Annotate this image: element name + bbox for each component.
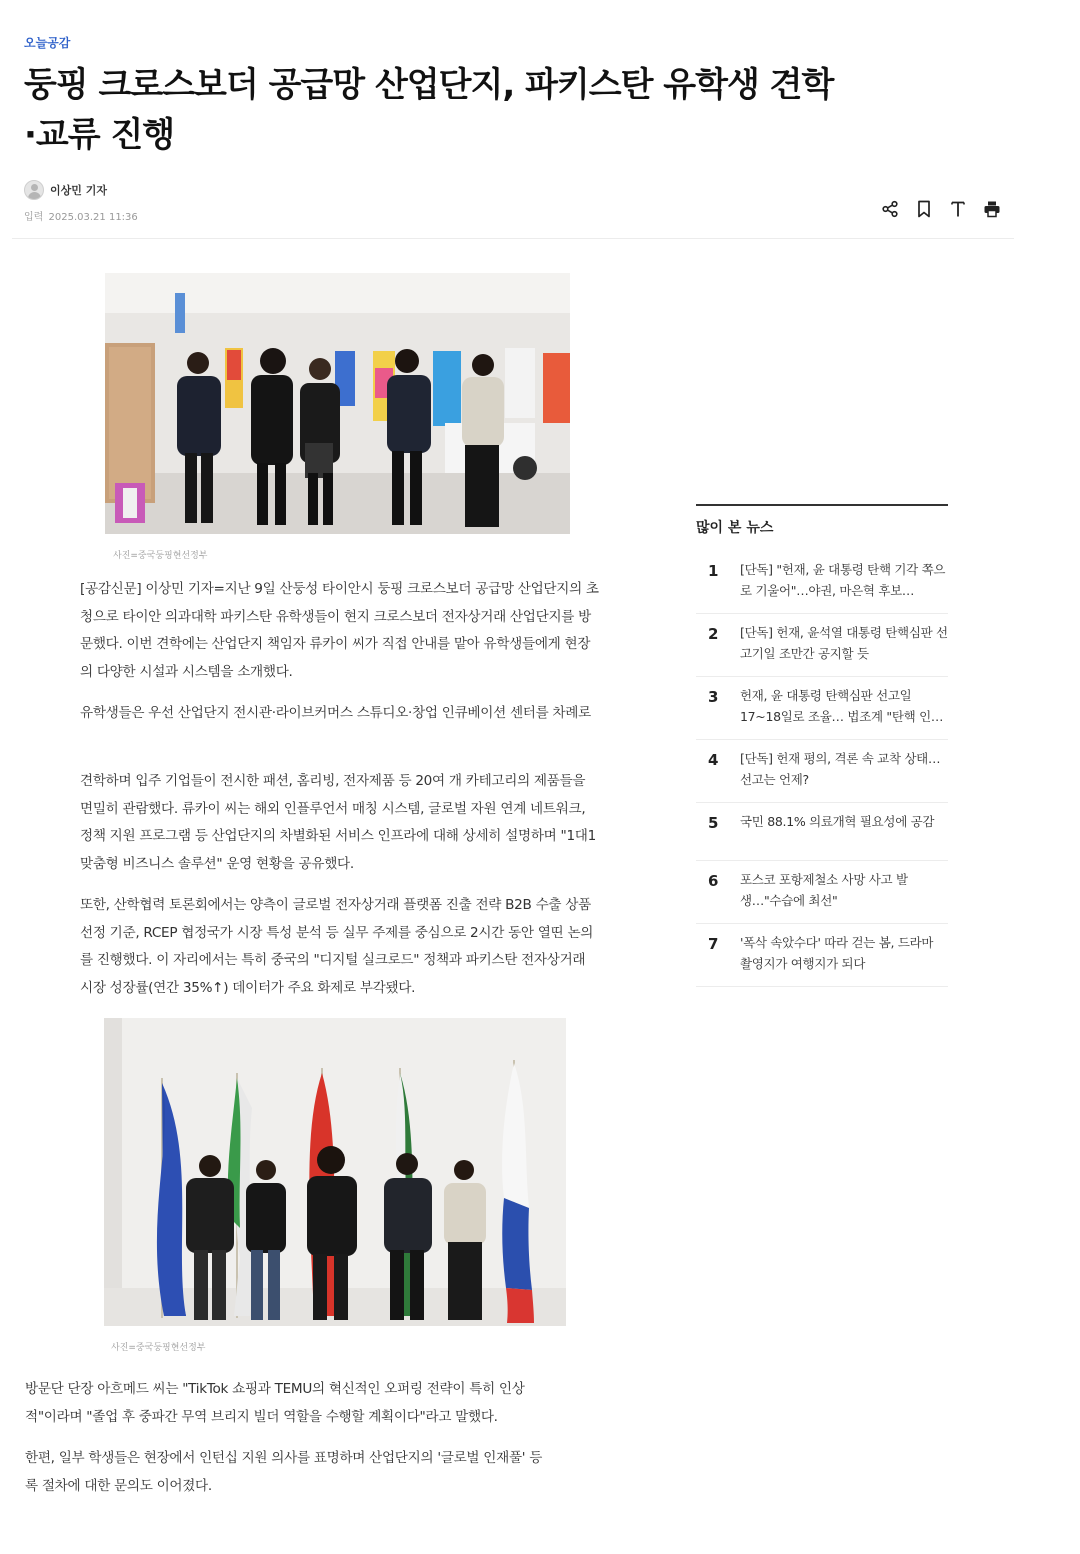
author-name: 이상민 기자 [50,184,107,197]
news-headline-link[interactable]: [단독] 헌재, 윤석열 대통령 탄핵심판 선고기일 조만간 공지할 듯 [740,625,948,661]
date-value: 2025.03.21 11:36 [48,212,138,223]
list-item[interactable] [696,677,948,740]
news-headline-link[interactable]: 포스코 포항제철소 사망 사고 발생…"수습에 최선" [740,872,908,908]
article-paragraph: 유학생들은 우선 산업단지 전시관·라이브커머스 스튜디오·창업 인큐베이션 센터를 차례로 [80,705,591,721]
news-headline-link[interactable]: 국민 88.1% 의료개혁 필요성에 공감 [740,814,935,829]
popular-news [696,504,948,987]
news-headline-link[interactable]: [단독] 헌재 평의, 격론 속 교착 상태…선고는 언제? [740,751,941,787]
article-paragraph: [공감신문] 이상민 기자=지난 9일 산둥성 타이안시 둥핑 크로스보더 공급망 산업단지의 초청으로 타이안 의과대학 파키스탄 유학생들이 현지 크로스보더 전자상거래 산업단지를 방문했다. 이번 견학에는 산업단지 책임자 류카이 씨가 직접 안내를 맡아 유학생들에게 현장의 다양한 시설과 시스템을 소개했다. [80,581,599,680]
article-toolbar [880,198,1002,220]
rank-number: 1 [708,562,719,580]
font-size-icon[interactable] [948,198,968,220]
rank-number: 4 [708,751,719,769]
photo-caption: 사진=중국둥핑현선정부 [113,551,208,561]
news-headline-link[interactable]: 헌재, 윤 대통령 탄핵심판 선고일 17~18일로 조율… 법조계 "탄핵 인… [740,688,944,724]
date-label: 입력 [24,212,44,223]
category-label[interactable]: 오늘공감 [24,36,71,50]
news-headline-link[interactable]: '폭삭 속았수다' 따라 걷는 봄, 드라마 촬영지가 여행지가 되다 [740,935,934,971]
news-headline-link[interactable]: [단독] "헌재, 윤 대통령 탄핵 기각 쪽으로 기울어"…야권, 마은혁 후보… [740,562,946,598]
article-paragraph: 방문단 단장 아흐메드 씨는 "TikTok 쇼핑과 TEMU의 혁신적인 오퍼링 전략이 특히 인상적"이라며 "졸업 후 중파간 무역 브리지 빌더 역할을 수행할 계획이다"라고 말했다. [25,1381,525,1425]
rank-number: 7 [708,935,719,953]
popular-news-list [696,551,948,987]
article-photo-hall [105,273,570,534]
print-icon[interactable] [982,198,1002,220]
list-item[interactable] [696,614,948,677]
author-info [24,180,107,200]
article-photo-flags [104,1018,566,1326]
rank-number: 3 [708,688,719,706]
list-item[interactable] [696,924,948,987]
publish-date [24,208,140,223]
bookmark-icon[interactable] [914,198,934,220]
photo-caption: 사진=중국둥핑현선정부 [111,1343,206,1353]
list-item[interactable] [696,861,948,924]
rank-number: 5 [708,814,719,832]
list-item[interactable] [696,740,948,803]
popular-news-title: 많이 본 뉴스 [696,520,774,536]
list-item[interactable] [696,803,948,861]
header-divider [12,238,1014,239]
share-icon[interactable] [880,198,900,220]
rank-number: 6 [708,872,719,890]
list-item[interactable] [696,551,948,614]
article-title: 둥핑 크로스보더 공급망 산업단지, 파키스탄 유학생 견학·교류 진행 [24,65,834,155]
article-paragraph: 한편, 일부 학생들은 현장에서 인턴십 지원 의사를 표명하며 산업단지의 '글로벌 인재풀' 등록 절차에 대한 문의도 이어졌다. [25,1450,543,1494]
article-paragraph: 또한, 산학협력 토론회에서는 양측이 글로벌 전자상거래 플랫폼 진출 전략 B2B 수출 상품 선정 기준, RCEP 협정국가 시장 특성 분석 등 실무 주제를 중심으로 2시간 동안 열띤 논의를 진행했다. 이 자리에서는 특히 중국의 "디지털 실크로드" 정책과 파키스탄 전자상거래 시장 성장률(연간 35%↑) 데이터가 주요 화제로 부각됐다. [80,897,594,996]
avatar [24,180,44,200]
rank-number: 2 [708,625,719,643]
article-paragraph: 견학하며 입주 기업들이 전시한 패션, 홈리빙, 전자제품 등 20여 개 카테고리의 제품들을 면밀히 관람했다. 류카이 씨는 해외 인플루언서 매칭 시스템, 글로벌 자원 연계 네트워크, 정책 지원 프로그램 등 산업단지의 차별화된 서비스 인프라에 대해 상세히 설명하며 "1대1 맞춤형 비즈니스 솔루션" 운영 현황을 공유했다. [80,773,596,872]
